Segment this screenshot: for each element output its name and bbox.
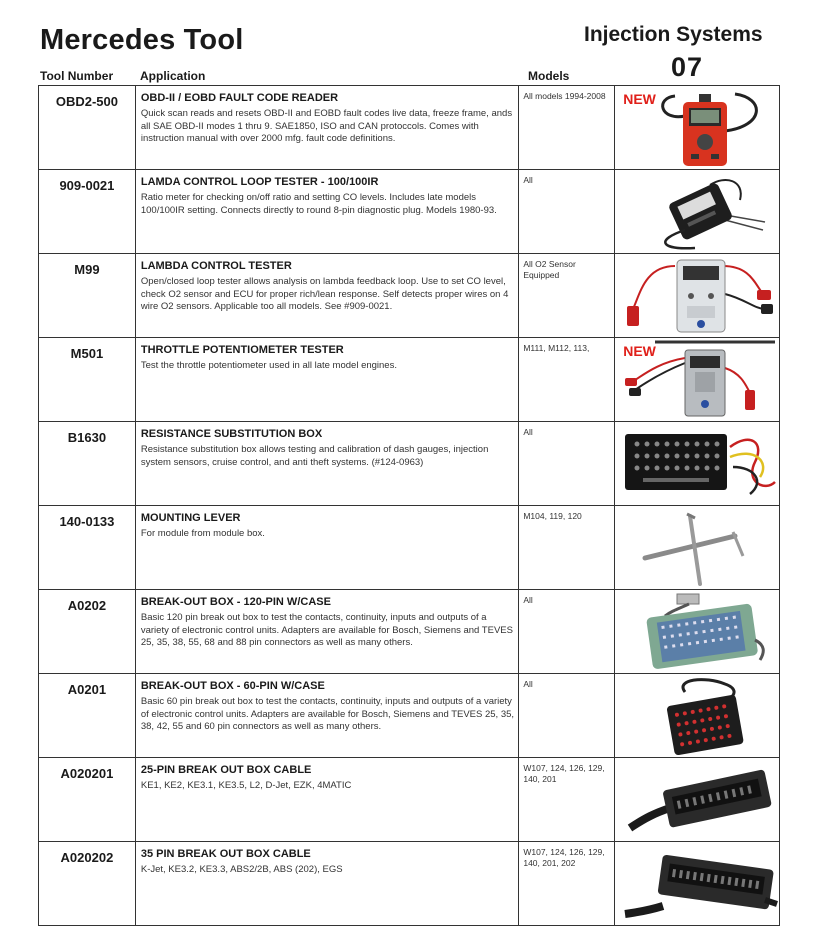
resistance-box-image (615, 422, 780, 505)
tool-title: OBD-II / EOBD FAULT CODE READER (140, 92, 339, 104)
column-header-application: Application (140, 69, 206, 83)
lambda-tester-image (615, 254, 780, 337)
tool-number: M99 (39, 254, 136, 338)
tool-number: M501 (39, 338, 136, 422)
table-row (39, 86, 780, 170)
application-cell (136, 758, 519, 842)
tool-title: BREAK-OUT BOX - 120-PIN W/CASE (140, 596, 331, 608)
tool-title: LAMBDA CONTROL TESTER (140, 260, 292, 272)
tool-number: 909-0021 (39, 170, 136, 254)
tool-number: 140-0133 (39, 506, 136, 590)
tool-description: Basic 60 pin break out box to test the contacts, continuity, inputs and outputs of a variety of electronic control units. Adapters are available for Bosch, Siemens and TEVES 25, 35, 38, 42, 55 and 60 pin connectors as well as many others. (140, 696, 515, 733)
tool-number: A0201 (39, 674, 136, 758)
tool-description: Quick scan reads and resets OBD-II and EOBD fault codes live data, freeze frame, ands all SAE OBD-II modes 1 thru 9. SAE1850, ISO and CAN protoccols. Comes with instruction manual with over 2000 mfg. fault code definitions. (140, 108, 513, 145)
loop-tester-image (615, 170, 780, 253)
table-row (39, 254, 780, 338)
table-row (39, 170, 780, 254)
table-row (39, 674, 780, 758)
tool-description: Test the throttle potentiometer used in all late model engines. (140, 360, 397, 371)
application-cell (136, 338, 519, 422)
tool-number: A0202 (39, 590, 136, 674)
tool-models: All (519, 422, 615, 506)
tool-models: All O2 Sensor Equipped (519, 254, 615, 338)
tool-models: All models 1994-2008 (519, 86, 615, 170)
tool-title: 35 PIN BREAK OUT BOX CABLE (140, 848, 311, 860)
tool-description: For module from module box. (140, 528, 265, 539)
tool-title: LAMDA CONTROL LOOP TESTER - 100/100IR (140, 176, 379, 188)
tool-title: 25-PIN BREAK OUT BOX CABLE (140, 764, 312, 776)
product-image-cell (615, 590, 780, 674)
tool-description: K-Jet, KE3.2, KE3.3, ABS2/2B, ABS (202), EGS (140, 864, 343, 875)
tool-number: A020201 (39, 758, 136, 842)
table-row (39, 506, 780, 590)
application-cell (136, 86, 519, 170)
product-image-cell (615, 842, 780, 926)
tool-title: THROTTLE POTENTIOMETER TESTER (140, 344, 344, 356)
table-row (39, 842, 780, 926)
tool-title: MOUNTING LEVER (140, 512, 241, 524)
tool-models: All (519, 674, 615, 758)
cable-35-pin-image (615, 842, 780, 925)
page-number: 07 (671, 52, 704, 82)
tool-number: B1630 (39, 422, 136, 506)
application-cell (136, 254, 519, 338)
tool-models: All (519, 170, 615, 254)
application-cell (136, 422, 519, 506)
product-image-cell (615, 338, 780, 422)
tool-models: M104, 119, 120 (519, 506, 615, 590)
new-badge: NEW (623, 343, 656, 359)
tool-models: W107, 124, 126, 129, 140, 201, 202 (519, 842, 615, 926)
table-row (39, 422, 780, 506)
new-badge: NEW (623, 91, 656, 107)
product-image-cell (615, 506, 780, 590)
application-cell (136, 590, 519, 674)
application-cell (136, 674, 519, 758)
table-row (39, 590, 780, 674)
product-image-cell (615, 254, 780, 338)
table-row (39, 338, 780, 422)
tool-description: Ratio meter for checking on/off ratio and setting CO levels. Includes late models 100/100IR setting. Connects directly to round 8-pin diagnostic plug. Models 1980-93. (140, 192, 497, 216)
breakout-box-120-image (615, 590, 780, 673)
tool-number: OBD2-500 (39, 86, 136, 170)
tool-description: KE1, KE2, KE3.1, KE3.5, L2, D-Jet, EZK, 4MATIC (140, 780, 352, 791)
breakout-box-60-image (615, 674, 780, 757)
tool-models: M111, M112, 113, (519, 338, 615, 422)
tool-title: RESISTANCE SUBSTITUTION BOX (140, 428, 323, 440)
application-cell (136, 170, 519, 254)
tool-description: Resistance substitution box allows testing and calibration of dash gauges, injection system sensors, cruise control, and anti theft systems. (#124-0963) (140, 444, 489, 468)
application-cell (136, 842, 519, 926)
tools-table (38, 85, 780, 926)
table-row (39, 758, 780, 842)
product-image-cell (615, 170, 780, 254)
application-cell (136, 506, 519, 590)
tool-description: Basic 120 pin break out box to test the contacts, continuity, inputs and outputs of a variety of electronic control units. Adapters are available for Bosch, Siemens and TEVES 25, 35, 38, 55, 68 and 88 pin connectors as well as many others. (140, 612, 513, 649)
product-image-cell (615, 422, 780, 506)
product-image-cell (615, 86, 780, 170)
column-header-tool-number: Tool Number (40, 69, 114, 83)
tool-number: A020202 (39, 842, 136, 926)
product-image-cell (615, 758, 780, 842)
section-title: Injection Systems (584, 23, 763, 46)
column-header-models: Models (528, 69, 570, 83)
cable-25-pin-image (615, 758, 780, 841)
tool-title: BREAK-OUT BOX - 60-PIN W/CASE (140, 680, 325, 692)
mounting-lever-image (615, 506, 780, 589)
tool-models: All (519, 590, 615, 674)
tool-description: Open/closed loop tester allows analysis on lambda feedback loop. Use to set CO level, check O2 sensor and ECU for proper rich/lean response. Self detects proper wires on 4 wire O2 sensors. Applicable too all models. See #909-0021. (140, 276, 509, 313)
brand-title: Mercedes Tool (40, 24, 244, 56)
tool-models: W107, 124, 126, 129, 140, 201 (519, 758, 615, 842)
product-image-cell (615, 674, 780, 758)
